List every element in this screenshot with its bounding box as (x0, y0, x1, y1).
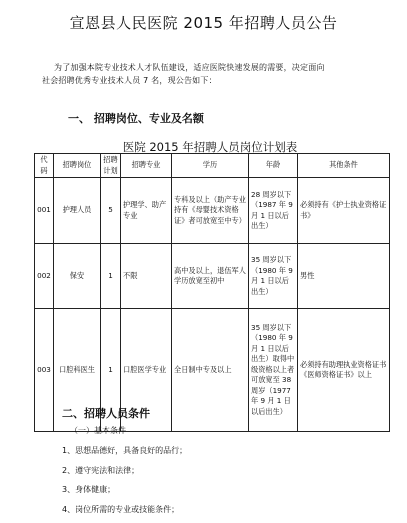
cell-age: 35 周岁以下（1980 年 9 月 1 日以后出生） (249, 244, 298, 309)
list-item: 1、思想品德好，具备良好的品行； (62, 446, 188, 455)
cell-age: 28 周岁以下（1987 年 9 月 1 日以后出生） (249, 178, 298, 244)
cell-major: 护理学、助产专业 (121, 178, 172, 244)
header-age: 年龄 (249, 154, 298, 178)
cell-other: 必须持有助理执业资格证书《医师资格证书》以上 (298, 309, 390, 432)
header-position: 招聘岗位 (54, 154, 101, 178)
intro-line-2: 社会招聘优秀专业技术人员 7 名，现公告如下： (42, 76, 217, 85)
cell-other: 男性 (298, 244, 390, 309)
section-2-heading: 二、招聘人员条件 (62, 407, 150, 420)
job-plan-table (34, 153, 390, 432)
header-plan: 招聘计划 (101, 154, 121, 178)
header-major: 招聘专业 (121, 154, 172, 178)
cell-position: 护理人员 (54, 178, 101, 244)
table-caption: 医院 2015 年招聘人员岗位计划表 (122, 140, 298, 154)
cell-position: 口腔科医生 (54, 309, 101, 432)
list-item: 4、岗位所需的专业或技能条件； (62, 504, 180, 514)
list-item: 3、身体健康； (62, 485, 116, 494)
cell-education: 全日制中专及以上 (172, 309, 249, 432)
notice-title: 宣恩县人民医院 2015 年招聘人员公告 (69, 14, 338, 32)
section-1-heading: 一、 招聘岗位、专业及名额 (68, 112, 204, 125)
header-other: 其他条件 (298, 154, 390, 178)
intro-line-1: 为了加强本院专业技术人才队伍建设，适应医院快速发展的需要，决定面向 (54, 63, 325, 72)
cell-major: 口腔医学专业 (121, 309, 172, 432)
cell-code: 001 (35, 178, 54, 244)
header-education: 学历 (172, 154, 249, 178)
list-item: 2、遵守宪法和法律； (62, 465, 140, 475)
cell-code: 003 (35, 309, 54, 432)
cell-major: 不限 (121, 244, 172, 309)
subsection-heading: （一）基本条件 (70, 426, 126, 435)
table-row (35, 178, 390, 244)
cell-education: 高中及以上，退伍军人学历放宽至初中 (172, 244, 249, 309)
cell-education: 专科及以上（助产专业持有《母婴技术资格证》者可放宽至中专） (172, 178, 249, 244)
cell-code: 002 (35, 244, 54, 309)
table-row (35, 244, 390, 309)
cell-age: 35 周岁以下（1980 年 9 月 1 日以后出生）取得中级资格以上者可放宽至 38 周岁（1977 年 9 月 1 日以后出生） (249, 309, 298, 432)
intro-paragraph (42, 61, 387, 87)
table-header-row (35, 154, 390, 178)
conditions-list (62, 441, 187, 519)
header-code: 代码 (35, 154, 54, 178)
cell-plan: 5 (101, 178, 121, 244)
cell-plan: 1 (101, 309, 121, 432)
cell-position: 保安 (54, 244, 101, 309)
cell-other: 必须持有《护士执业资格证书》 (298, 178, 390, 244)
cell-plan: 1 (101, 244, 121, 309)
